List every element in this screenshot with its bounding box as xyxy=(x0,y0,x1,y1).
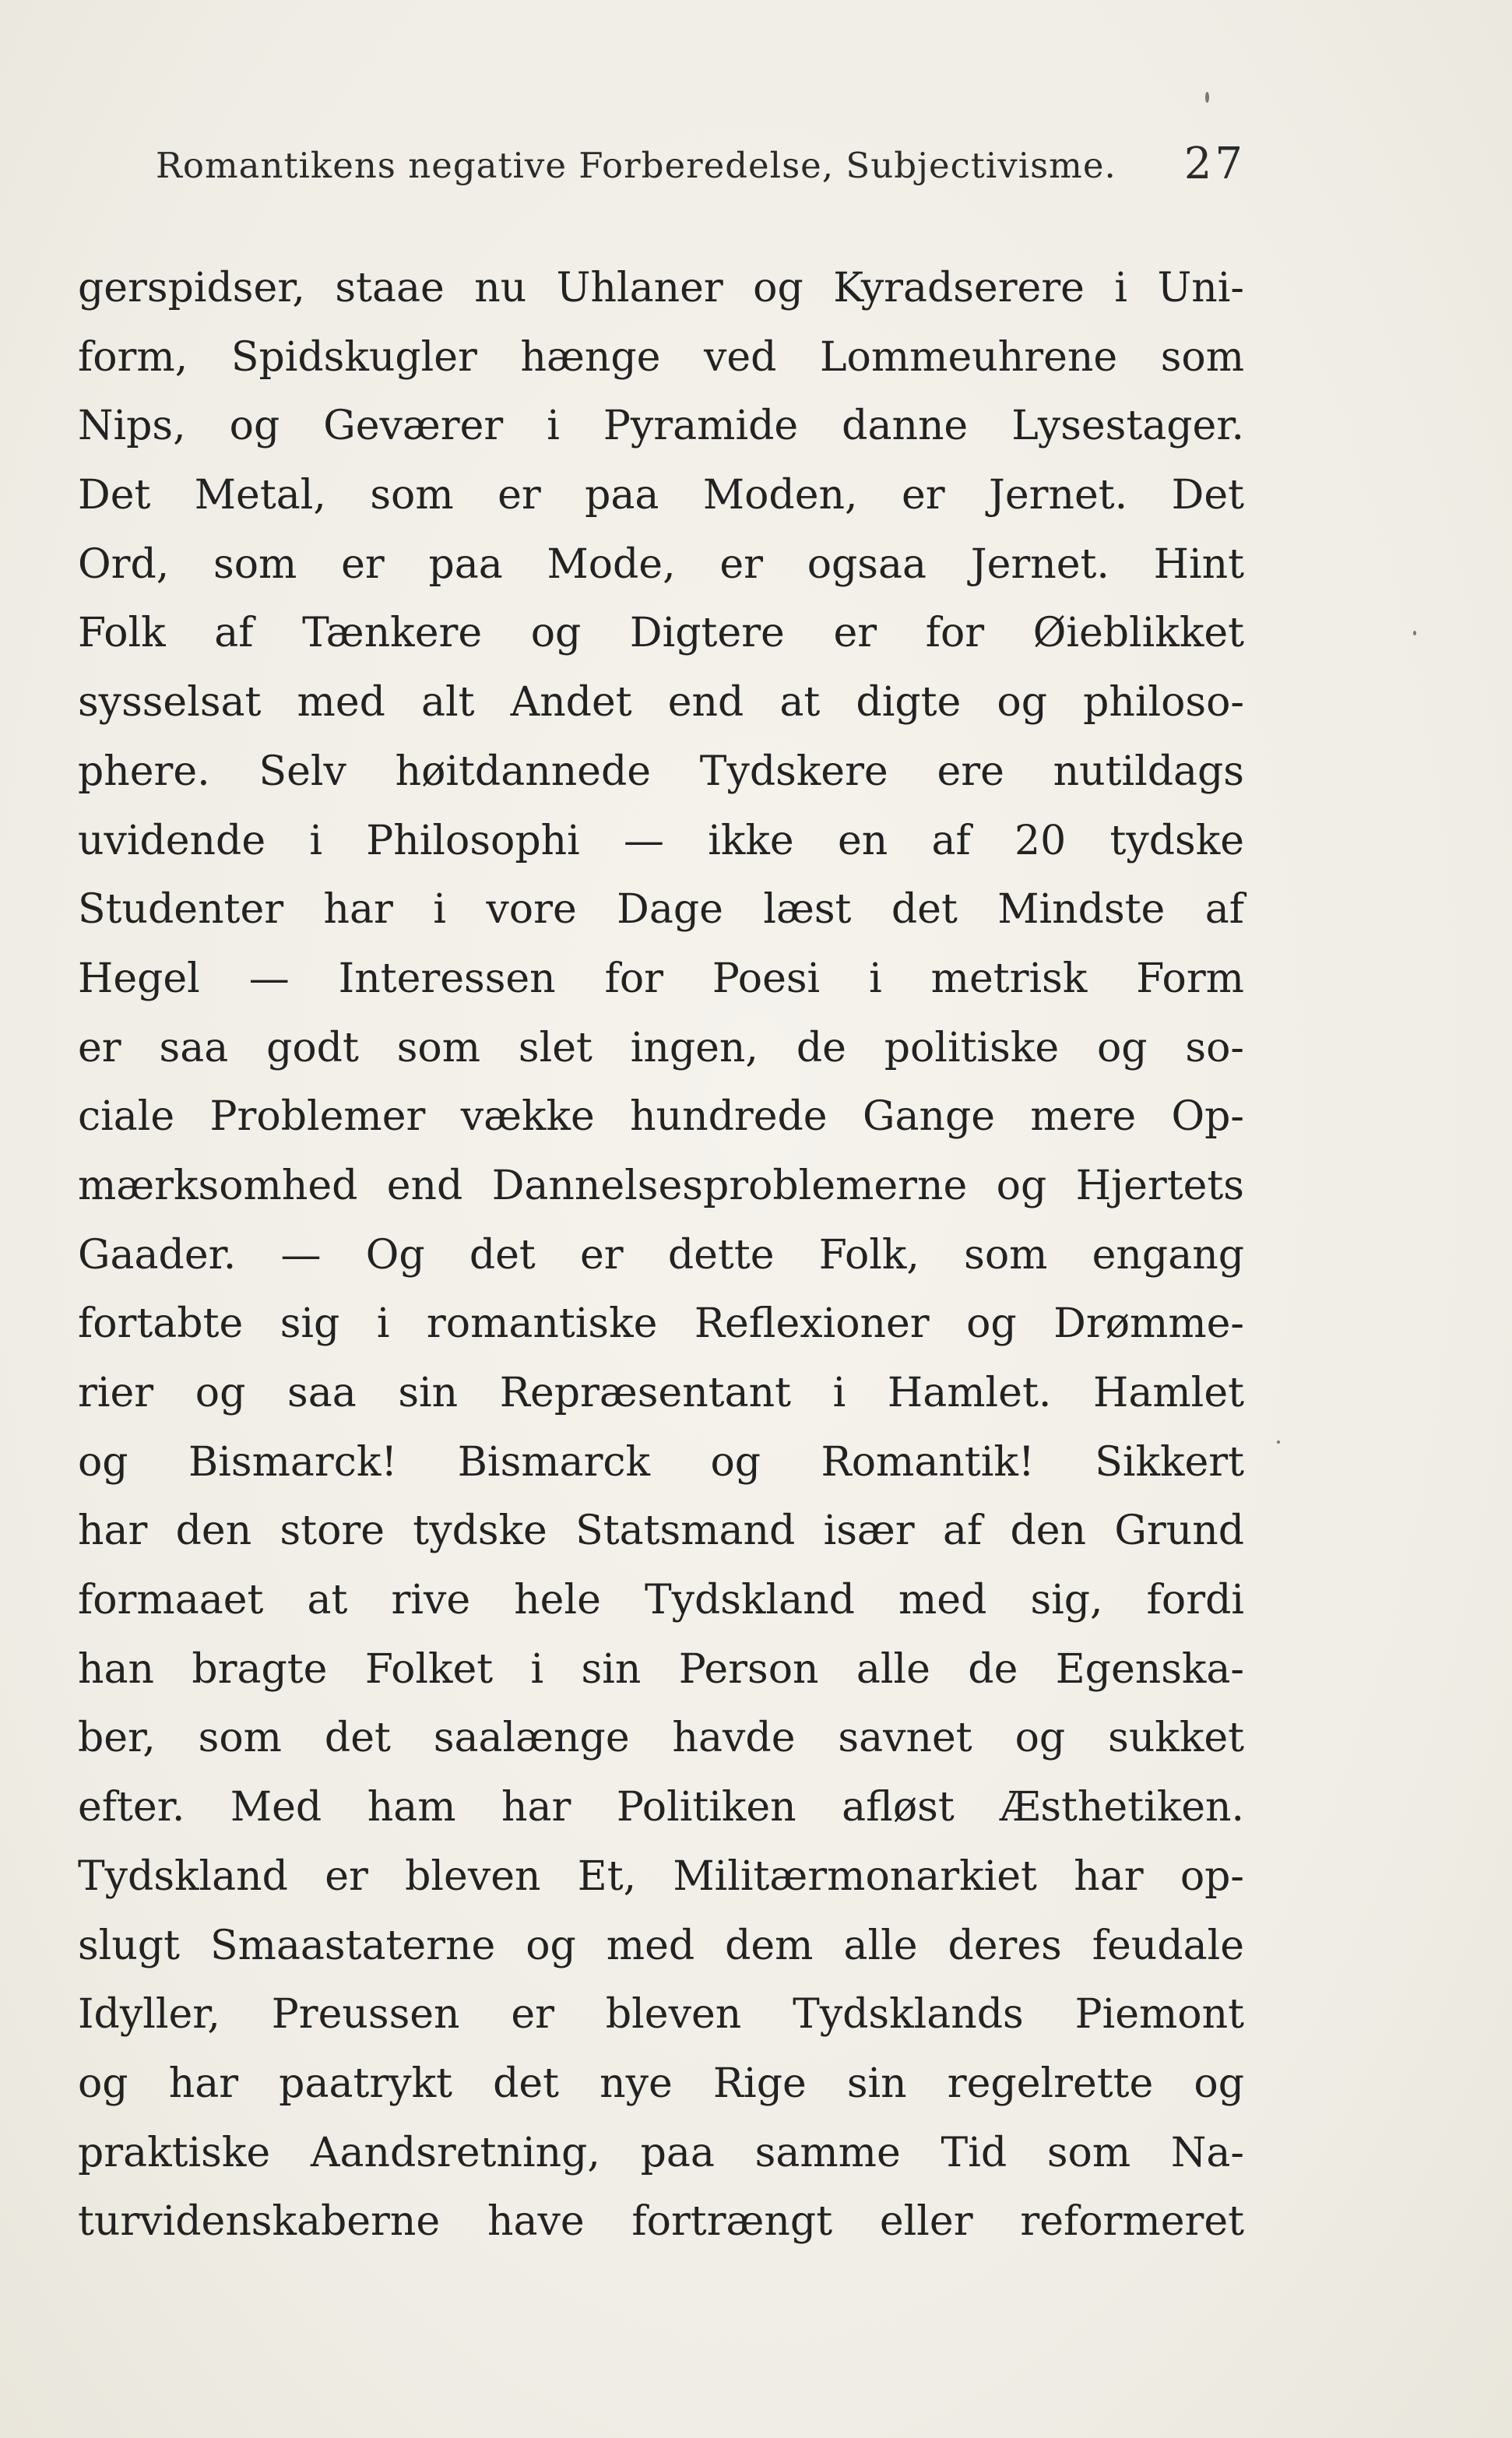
text-line: uvidende i Philosophi — ikke en af 20 tydske xyxy=(78,817,1244,864)
text-line: Nips, og Geværer i Pyramide danne Lysestager. xyxy=(78,403,1244,450)
running-head xyxy=(156,139,1246,201)
text-line: ber, som det saalænge havde savnet og sukket xyxy=(78,1715,1244,1762)
text-line: han bragte Folket i sin Person alle de Egenska- xyxy=(78,1645,1244,1693)
text-line: sysselsat med alt Andet end at digte og philoso- xyxy=(78,679,1244,726)
text-line: og Bismarck! Bismarck og Romantik! Sikkert xyxy=(78,1438,1244,1486)
running-title: Romantikens negative Forberedelse, Subjectivisme. xyxy=(156,145,1116,186)
text-line: Folk af Tænkere og Digtere er for Øieblikket xyxy=(78,610,1244,657)
text-line: fortabte sig i romantiske Reflexioner og Drømme- xyxy=(78,1300,1244,1348)
body-text xyxy=(78,254,1244,2257)
text-line: phere. Selv høitdannede Tydskere ere nutildags xyxy=(78,748,1244,795)
text-line: gerspidser, staae nu Uhlaner og Kyradserere i Uni- xyxy=(78,265,1244,311)
text-line: formaaet at rive hele Tydskland med sig, fordi xyxy=(78,1577,1244,1624)
paper-speck xyxy=(1277,1441,1280,1444)
text-line: praktiske Aandsretning, paa samme Tid som Na- xyxy=(78,2129,1244,2176)
text-line: Det Metal, som er paa Moden, er Jernet. Det xyxy=(78,472,1244,519)
text-line: mærksomhed end Dannelsesproblemerne og Hjertets xyxy=(78,1162,1244,1209)
text-line: Hegel — Interessen for Poesi i metrisk Form xyxy=(78,955,1244,1002)
text-line: er saa godt som slet ingen, de politiske og so- xyxy=(78,1024,1244,1071)
text-line: slugt Smaastaterne og med dem alle deres feudale xyxy=(78,1922,1244,1969)
page-number: 27 xyxy=(1183,139,1246,189)
text-line: ciale Problemer vække hundrede Gange mere Op- xyxy=(78,1093,1244,1141)
text-line: rier og saa sin Repræsentant i Hamlet. Hamlet xyxy=(78,1370,1244,1416)
text-line: form, Spidskugler hænge ved Lommeuhrene som xyxy=(78,333,1244,381)
text-line: Tydskland er bleven Et, Militærmonarkiet har op- xyxy=(78,1852,1244,1900)
paper-speck xyxy=(1205,92,1209,103)
text-line: turvidenskaberne have fortrængt eller reformeret xyxy=(78,2198,1244,2246)
text-line: Studenter har i vore Dage læst det Mindste af xyxy=(78,886,1244,934)
paper-speck xyxy=(1413,631,1416,635)
text-line: Ord, som er paa Mode, er ogsaa Jernet. Hint xyxy=(78,540,1244,588)
text-line: Idyller, Preussen er bleven Tydsklands Piemont xyxy=(78,1991,1244,2039)
text-line: og har paatrykt det nye Rige sin regelrette og xyxy=(78,2060,1244,2107)
text-line: har den store tydske Statsmand især af den Grund xyxy=(78,1507,1244,1555)
text-line: Gaader. — Og det er dette Folk, som engang xyxy=(78,1231,1244,1279)
text-line: efter. Med ham har Politiken afløst Æsthetiken. xyxy=(78,1784,1244,1831)
